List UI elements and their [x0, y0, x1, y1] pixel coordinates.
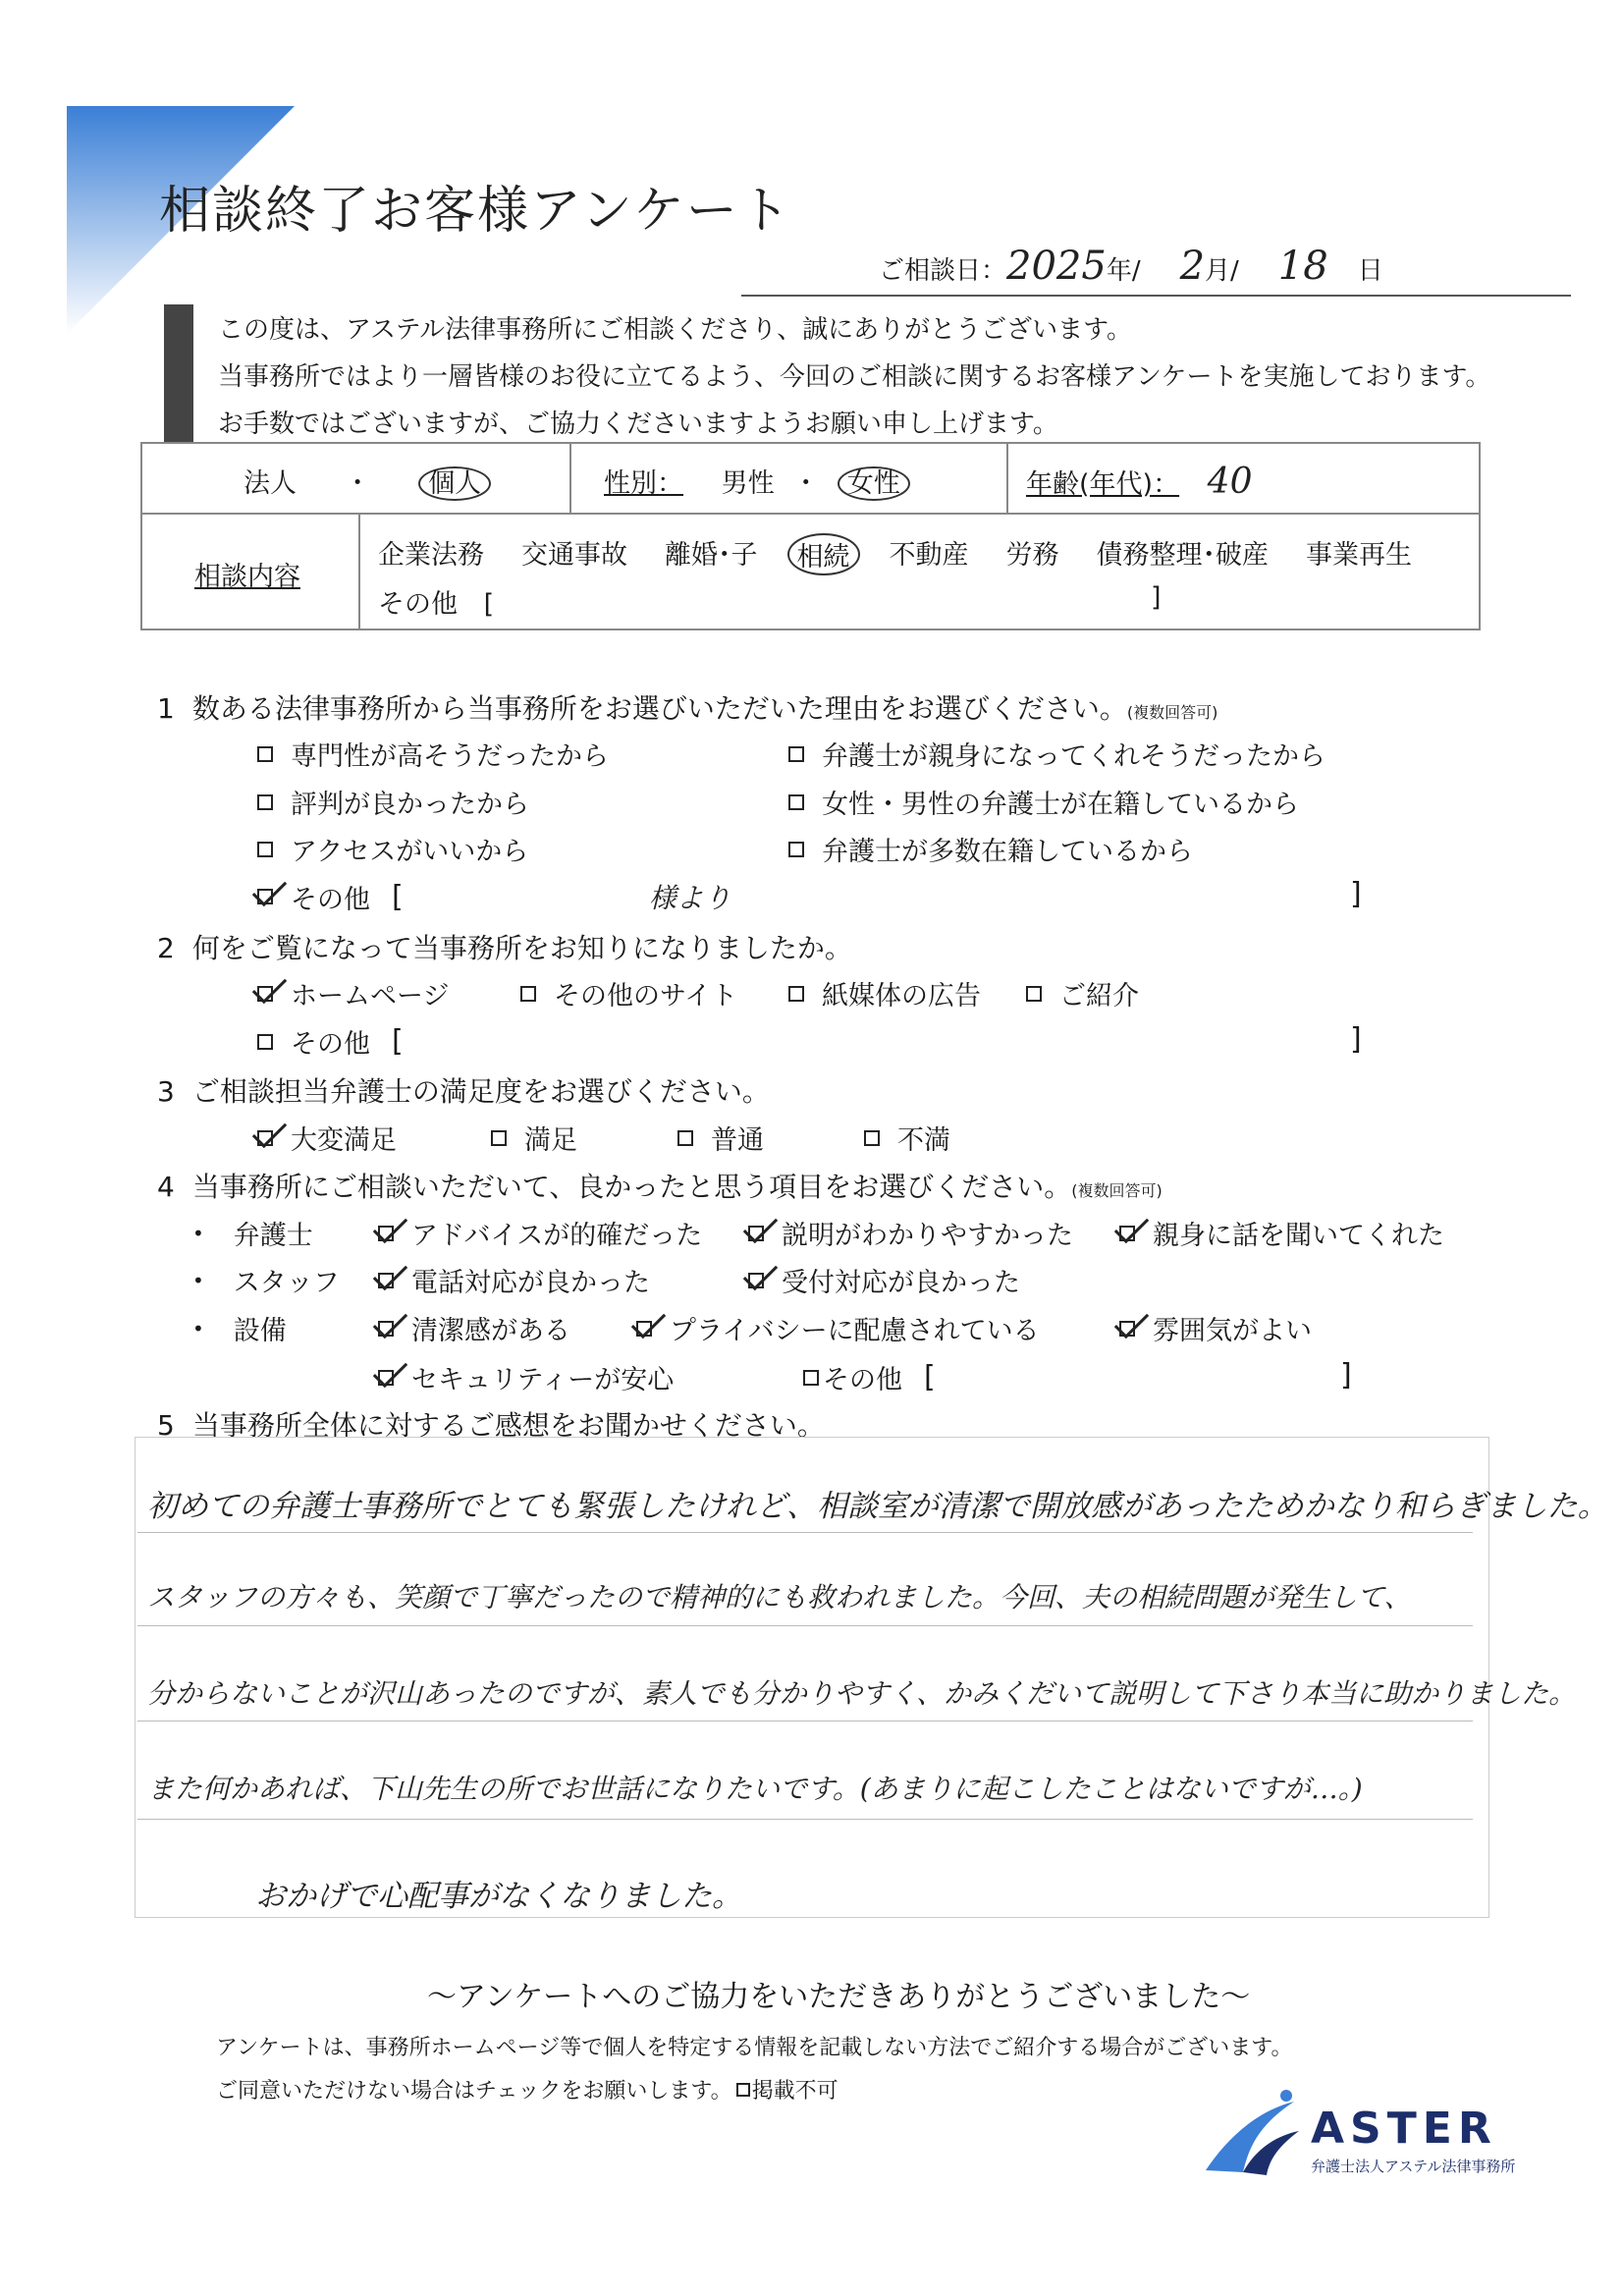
- comment-rule: [137, 1721, 1473, 1722]
- bracket-open: [: [392, 879, 404, 914]
- date-day-unit: 日: [1357, 256, 1383, 286]
- q5-number: 5: [157, 1409, 175, 1442]
- q4-option-label: 親身に話を聞いてくれた: [1153, 1221, 1444, 1251]
- separator-dot: ・: [344, 468, 371, 499]
- checkbox-checked[interactable]: [748, 1226, 764, 1241]
- q3-option[interactable]: [257, 1119, 397, 1157]
- q4-option-label: 説明がわかりやすかった: [782, 1221, 1073, 1251]
- q4-note: (複数回答可): [1071, 1181, 1163, 1200]
- q4-other-label: その他: [823, 1365, 902, 1395]
- consult-item: 不動産: [889, 540, 969, 571]
- type-corporate: 法人: [243, 468, 297, 499]
- age-value: 40: [1207, 462, 1253, 502]
- date-month: 2: [1179, 244, 1206, 289]
- comment-line: 初めての弁護士事務所でとても緊張したけれど、相談室が清潔で開放感があったためかなり和らぎました。: [147, 1489, 1608, 1524]
- bullet: •: [192, 1221, 204, 1245]
- q1-option[interactable]: [788, 783, 1299, 821]
- q2-option-label: 紙媒体の広告: [822, 981, 981, 1011]
- checkbox-checked[interactable]: [636, 1321, 652, 1337]
- comment-line: 分からないことが沢山あったのですが、素人でも分かりやすく、かみくだいて説明して下さり本当に助かりました。: [147, 1677, 1577, 1710]
- q4-option-label: プライバシーに配慮されている: [670, 1316, 1040, 1346]
- q3-text: ご相談担当弁護士の満足度をお選びください。: [191, 1075, 770, 1108]
- date-underline: [741, 295, 1571, 297]
- q2-option-label: ご紹介: [1059, 981, 1139, 1011]
- q3-option-label: 普通: [711, 1125, 764, 1156]
- consult-item: 離婚･子: [665, 540, 758, 571]
- checkbox-checked[interactable]: [1119, 1226, 1135, 1241]
- gender: [604, 462, 910, 500]
- q1-option[interactable]: [788, 735, 1325, 773]
- q2-number: 2: [157, 932, 175, 964]
- q1-text: 数ある法律事務所から当事務所をお選びいただいた理由をお選びください。: [191, 692, 1127, 725]
- checkbox-checked[interactable]: [748, 1273, 764, 1288]
- q2-option-label: その他のサイト: [554, 981, 738, 1011]
- separator-dot: ・: [792, 468, 820, 499]
- q4-number: 4: [157, 1171, 175, 1203]
- q4-staff-row: [192, 1261, 340, 1299]
- q4-option[interactable]: [378, 1261, 650, 1299]
- q2-question: [157, 927, 852, 966]
- q1-option-label: 女性・男性の弁護士が在籍しているから: [822, 790, 1299, 820]
- q4-option[interactable]: [378, 1214, 702, 1252]
- consult-other: [378, 582, 494, 621]
- comment-rule: [137, 1819, 1473, 1820]
- q1-option-label: アクセスがいいから: [291, 837, 529, 867]
- checkbox[interactable]: [257, 842, 273, 857]
- q1-option-label: 専門性が高そうだったから: [291, 741, 609, 772]
- q2-other-label: その他: [291, 1029, 370, 1060]
- q1-option-label: 弁護士が親身になってくれそうだったから: [822, 741, 1325, 772]
- q4-option-label: アドバイスが的確だった: [411, 1221, 703, 1251]
- intro-line: この度は、アステル法律事務所にご相談くださり、誠にありがとうございます。: [218, 315, 1133, 345]
- q4-lawyer-row: [192, 1214, 313, 1252]
- consent-text: ご同意いただけない場合はチェックをお願いします。: [216, 2079, 732, 2104]
- q4-lawyer-label: 弁護士: [233, 1221, 313, 1251]
- q1-other[interactable]: [257, 877, 731, 916]
- q4-facility-label: 設備: [233, 1316, 287, 1346]
- bracket-open: [: [392, 1024, 404, 1059]
- logo-name: ASTER: [1311, 2104, 1497, 2154]
- comment-line: また何かあれば、下山先生の所でお世話になりたいです。(あまりに起こしたことはないですが…。): [147, 1773, 1363, 1805]
- client-type: [243, 462, 491, 500]
- intro-accent-bar: [164, 304, 193, 442]
- checkbox[interactable]: [677, 1130, 693, 1146]
- q1-other-value: 様より: [648, 882, 731, 914]
- checkbox-checked[interactable]: [1119, 1321, 1135, 1337]
- table-divider: [569, 442, 571, 513]
- checkbox[interactable]: [864, 1130, 880, 1146]
- no-publish-checkbox[interactable]: [736, 2083, 750, 2097]
- q3-option[interactable]: [491, 1119, 577, 1157]
- bracket-close: ]: [1350, 877, 1362, 911]
- page-title: 相談終了お客様アンケート: [159, 182, 792, 241]
- q4-option[interactable]: [636, 1309, 1040, 1347]
- checkbox-checked[interactable]: [378, 1226, 394, 1241]
- q1-option-label: 弁護士が多数在籍しているから: [822, 837, 1193, 867]
- aster-logo-icon: [1196, 2082, 1304, 2180]
- checkbox[interactable]: [257, 794, 273, 810]
- gender-male: 男性: [721, 468, 775, 499]
- q3-option[interactable]: [677, 1119, 764, 1157]
- q1-option[interactable]: [788, 830, 1193, 868]
- consult-item-circled: 相続: [787, 533, 860, 575]
- checkbox-checked[interactable]: [257, 1130, 273, 1146]
- q4-text: 当事務所にご相談いただいて、良かったと思う項目をお選びください。: [191, 1171, 1072, 1203]
- q2-option[interactable]: [1026, 974, 1139, 1012]
- checkbox[interactable]: [1026, 986, 1042, 1002]
- q1-question: [157, 687, 1217, 727]
- comment-rule: [137, 1532, 1473, 1533]
- checkbox[interactable]: [788, 842, 804, 857]
- q4-option[interactable]: [378, 1358, 674, 1396]
- q1-option[interactable]: [257, 735, 609, 773]
- gender-female-circled: 女性: [838, 466, 910, 501]
- gender-label: 性別：: [604, 468, 683, 499]
- comment-rule: [137, 1625, 1473, 1626]
- date-day: 18: [1277, 244, 1328, 289]
- checkbox[interactable]: [788, 794, 804, 810]
- q2-option[interactable]: [520, 974, 737, 1012]
- q1-note: (複数回答可): [1126, 703, 1218, 722]
- q4-option[interactable]: [378, 1309, 570, 1347]
- bullet: •: [192, 1268, 204, 1292]
- consult-items: [378, 533, 1412, 575]
- date-month-unit: 月/: [1205, 256, 1239, 286]
- q4-option-label: セキュリティーが安心: [411, 1365, 675, 1395]
- bracket-open: [: [924, 1360, 936, 1394]
- q1-number: 1: [157, 692, 175, 725]
- q2-text: 何をご覧になって当事務所をお知りになりましたか。: [191, 932, 852, 964]
- bracket-close: ]: [1350, 1022, 1362, 1057]
- q4-option[interactable]: [1119, 1214, 1444, 1252]
- checkbox-checked[interactable]: [257, 889, 273, 904]
- q2-option[interactable]: [257, 974, 449, 1012]
- consult-item: 企業法務: [378, 540, 484, 571]
- checkbox-checked[interactable]: [257, 986, 273, 1002]
- checkbox[interactable]: [788, 986, 804, 1002]
- checkbox-checked[interactable]: [378, 1370, 394, 1386]
- q1-other-label: その他: [291, 884, 370, 915]
- checkbox[interactable]: [257, 1034, 273, 1050]
- no-publish-label: 掲載不可: [751, 2079, 839, 2104]
- q4-option-label: 清潔感がある: [411, 1316, 570, 1346]
- q4-other[interactable]: [803, 1358, 936, 1396]
- table-divider: [140, 513, 1481, 515]
- q3-option[interactable]: [864, 1119, 950, 1157]
- privacy-note: アンケートは、事務所ホームページ等で個人を特定する情報を記載しない方法でご紹介する場合がございます。: [216, 2036, 1293, 2060]
- consult-item: 労務: [1005, 540, 1059, 571]
- date-label: ご相談日：: [879, 256, 1007, 286]
- q4-option[interactable]: [748, 1214, 1073, 1252]
- q1-option-label: 評判が良かったから: [291, 790, 529, 820]
- checkbox[interactable]: [491, 1130, 507, 1146]
- logo-subtitle: 弁護士法人アステル法律事務所: [1311, 2158, 1516, 2175]
- bullet: •: [192, 1316, 204, 1340]
- bracket-open: [: [483, 589, 495, 620]
- consultation-date: [879, 244, 1383, 289]
- q3-number: 3: [157, 1075, 175, 1108]
- bracket-close: ]: [1151, 582, 1162, 613]
- q1-option[interactable]: [257, 783, 529, 821]
- q2-option[interactable]: [788, 974, 981, 1012]
- q1-option[interactable]: [257, 830, 528, 868]
- checkbox-checked[interactable]: [378, 1321, 394, 1337]
- thanks-message: ～アンケートへのご協力をいただきありがとうございました～: [427, 1980, 1251, 2014]
- q3-option-label: 大変満足: [291, 1125, 397, 1156]
- intro-line: お手数ではございますが、ご協力くださいますようお願い申し上げます。: [218, 410, 1058, 439]
- q4-question: [157, 1166, 1163, 1205]
- q4-option[interactable]: [1119, 1309, 1312, 1347]
- intro-text: [218, 306, 1490, 448]
- checkbox-checked[interactable]: [378, 1273, 394, 1288]
- age-label: 年齢(年代)：: [1026, 469, 1180, 500]
- q3-question: [157, 1070, 770, 1110]
- q4-facility-row: [192, 1309, 287, 1347]
- q4-option-label: 電話対応が良かった: [411, 1268, 650, 1298]
- type-individual-circled: 個人: [418, 466, 491, 501]
- consent-note: [216, 2074, 839, 2105]
- consult-other-label: その他: [378, 589, 458, 620]
- date-year: 2025: [1006, 244, 1107, 289]
- consult-item: 事業再生: [1306, 540, 1412, 571]
- q4-staff-label: スタッフ: [233, 1268, 340, 1298]
- checkbox[interactable]: [788, 746, 804, 762]
- q4-option-label: 雰囲気がよい: [1153, 1316, 1312, 1346]
- checkbox[interactable]: [803, 1370, 819, 1386]
- q3-option-label: 満足: [524, 1125, 577, 1156]
- q5-text: 当事務所全体に対するご感想をお聞かせください。: [191, 1409, 825, 1442]
- consult-item: 交通事故: [521, 540, 627, 571]
- table-divider: [358, 513, 360, 630]
- q2-other[interactable]: [257, 1022, 404, 1061]
- consult-label: 相談内容: [194, 562, 300, 592]
- q4-option-label: 受付対応が良かった: [782, 1268, 1020, 1298]
- checkbox[interactable]: [257, 746, 273, 762]
- q2-option-label: ホームページ: [291, 981, 450, 1011]
- bracket-close: ]: [1340, 1358, 1352, 1393]
- age: [1026, 462, 1252, 502]
- table-divider: [1006, 442, 1008, 513]
- date-year-unit: 年/: [1106, 256, 1141, 286]
- comment-line: スタッフの方々も、笑顔で丁寧だったので精神的にも救われました。今回、夫の相続問題が発生して、: [147, 1581, 1412, 1613]
- comment-line: おかげで心配事がなくなりました。: [255, 1879, 742, 1914]
- q4-option[interactable]: [748, 1261, 1020, 1299]
- checkbox[interactable]: [520, 986, 536, 1002]
- q3-option-label: 不満: [897, 1125, 950, 1156]
- consult-item: 債務整理･破産: [1096, 540, 1269, 571]
- intro-line: 当事務所ではより一層皆様のお役に立てるよう、今回のご相談に関するお客様アンケートを実施しております。: [218, 362, 1491, 392]
